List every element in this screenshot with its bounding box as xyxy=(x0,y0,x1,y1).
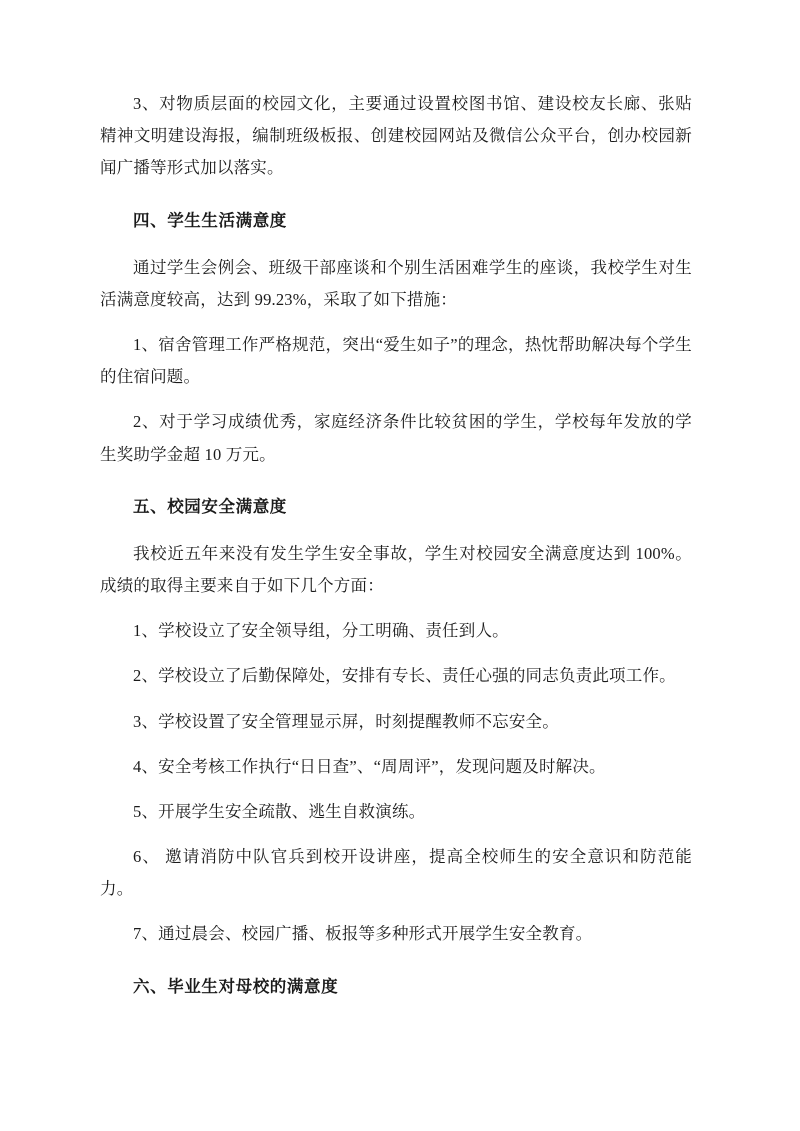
paragraph-safety-item-4: 4、安全考核工作执行“日日查”、“周周评”，发现问题及时解决。 xyxy=(133,756,606,776)
paragraph-safety-item-6: 6、 邀请消防中队官兵到校开设讲座，提高全校师生的安全意识和防范能力。 xyxy=(100,847,692,899)
heading-campus-safety-satisfaction: 五、校园安全满意度 xyxy=(133,496,287,516)
heading-student-life-satisfaction: 四、学生生活满意度 xyxy=(133,210,287,230)
paragraph-safety-item-7: 7、通过晨会、校园广播、板报等多种形式开展学生安全教育。 xyxy=(133,924,593,944)
paragraph-life-satisfaction-intro: 通过学生会例会、班级干部座谈和个别生活困难学生的座谈，我校学生对生活满意度较高，达到 99.23%，采取了如下措施： xyxy=(100,257,692,309)
heading-graduate-satisfaction: 六、毕业生对母校的满意度 xyxy=(133,976,339,996)
paragraph-safety-intro: 我校近五年来没有发生学生安全事故，学生对校园安全满意度达到 100%。成绩的取得主要来自于如下几个方面： xyxy=(100,543,692,596)
paragraph-material-culture: 3、对物质层面的校园文化，主要通过设置校图书馆、建设校友长廊、张贴精神文明建设海报，编制班级板报、创建校园网站及微信公众平台，创办校园新闻广播等形式加以落实。 xyxy=(100,94,692,178)
paragraph-safety-item-3: 3、学校设置了安全管理显示屏，时刻提醒教师不忘安全。 xyxy=(133,711,559,731)
paragraph-scholarship: 2、对于学习成绩优秀，家庭经济条件比较贫困的学生，学校每年发放的学生奖助学金超 10 万元。 xyxy=(100,412,692,464)
paragraph-safety-item-2: 2、学校设立了后勤保障处，安排有专长、责任心强的同志负责此项工作。 xyxy=(133,666,676,686)
paragraph-safety-item-5: 5、开展学生安全疏散、逃生自救演练。 xyxy=(133,801,426,821)
paragraph-safety-item-1: 1、学校设立了安全领导组，分工明确、责任到人。 xyxy=(133,621,509,641)
document-body xyxy=(100,88,692,1003)
paragraph-dorm-management: 1、宿舍管理工作严格规范，突出“爱生如子”的理念，热忱帮助解决每个学生的住宿问题。 xyxy=(100,335,692,387)
